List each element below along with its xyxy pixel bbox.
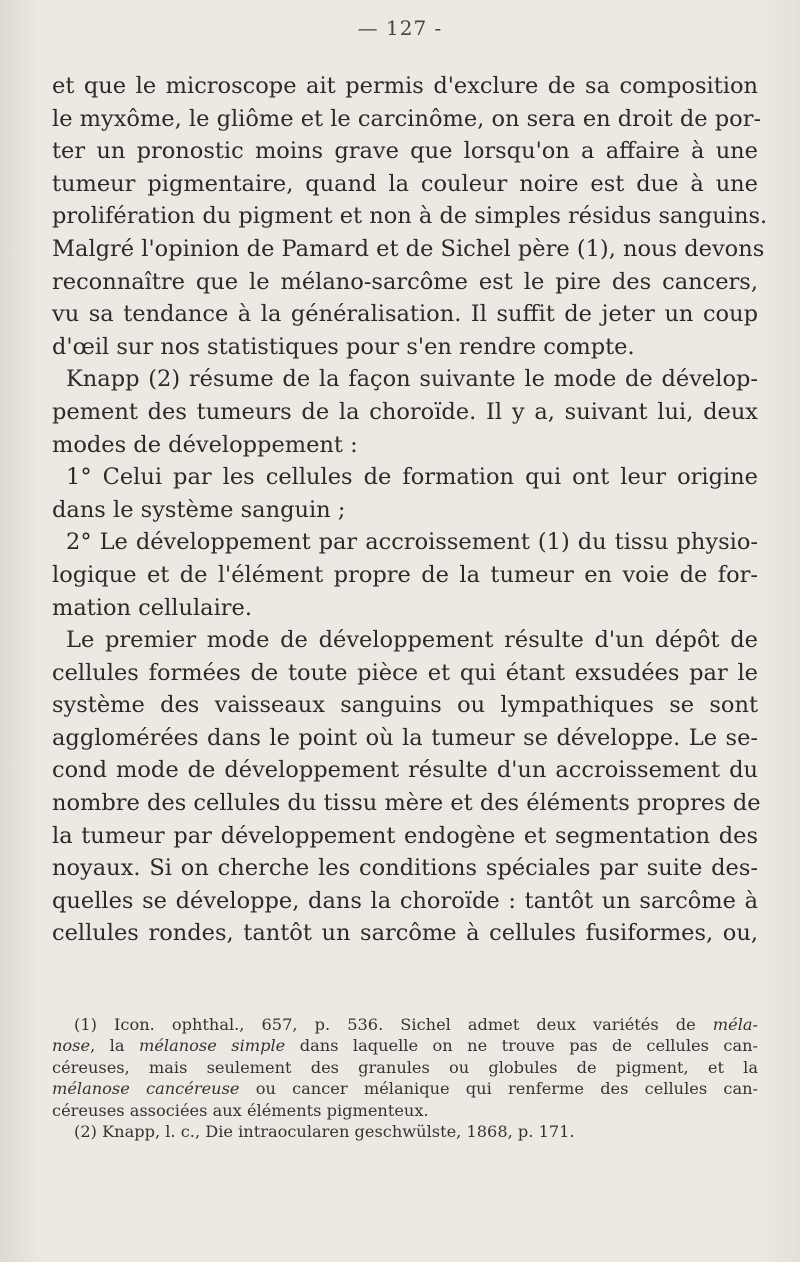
text-line: Knapp (2) résume de la façon suivante le mode de dévelop-	[66, 366, 758, 393]
text-line: quelles se développe, dans la choroïde : tantôt un sarcôme à	[52, 887, 758, 914]
footnote-text: dans laquelle on ne trouve pas de cellules can-	[285, 1036, 759, 1056]
footnote-text: ou cancer mélanique qui renferme des cellules can-	[239, 1079, 758, 1099]
footnote-line	[52, 1035, 758, 1056]
footnote-italic: méla-	[712, 1015, 758, 1034]
text-line: cellules formées de toute pièce et qui étant exsudées par le	[52, 659, 758, 686]
footnote-text: , la	[90, 1036, 139, 1056]
text-line: reconnaître que le mélano-sarcôme est le pire des cancers,	[52, 268, 758, 295]
text-line: modes de développement :	[52, 431, 358, 458]
text-line: le myxôme, le gliôme et le carcinôme, on sera en droit de por-	[52, 105, 762, 132]
footnote-italic: nose	[52, 1036, 91, 1056]
text-line: mation cellulaire.	[52, 594, 253, 621]
footnote-line: (2) Knapp, l. c., Die intraocularen geschwülste, 1868, p. 171.	[74, 1122, 575, 1142]
text-line: cellules rondes, tantôt un sarcôme à cellules fusiformes, ou,	[52, 920, 758, 947]
text-line: système des vaisseaux sanguins ou lympathiques se sont	[52, 692, 758, 719]
text-line: d'œil sur nos statistiques pour s'en rendre compte.	[52, 333, 635, 360]
text-line: la tumeur par développement endogène et segmentation des	[52, 822, 758, 849]
footnote-italic: mélanose simple	[138, 1036, 286, 1056]
footnote-line	[52, 1078, 758, 1099]
text-line: 1° Celui par les cellules de formation qui ont leur origine	[66, 464, 758, 491]
text-line: Malgré l'opinion de Pamard et de Sichel père (1), nous devons	[52, 235, 765, 262]
text-line: dans le système sanguin ;	[52, 496, 346, 523]
text-line: Le premier mode de développement résulte d'un dépôt de	[66, 627, 758, 654]
text-line: tumeur pigmentaire, quand la couleur noire est due à une	[52, 170, 758, 197]
footnote-text: (1) Icon. ophthal., 657, p. 536. Sichel admet deux variétés de	[74, 1015, 713, 1034]
footnote-italic: mélanose cancéreuse	[52, 1079, 240, 1099]
text-line: et que le microscope ait permis d'exclure de sa composition	[52, 73, 758, 99]
main-text	[52, 70, 768, 950]
footnote-line: céreuses associées aux éléments pigmenteux.	[52, 1100, 429, 1120]
text-line: noyaux. Si on cherche les conditions spéciales par suite des-	[52, 855, 758, 882]
text-line: agglomérées dans le point où la tumeur se développe. Le se-	[52, 724, 758, 751]
footnote-line	[52, 1014, 758, 1035]
text-line: ter un pronostic moins grave que lorsqu'on a affaire à une	[52, 138, 758, 165]
footnotes	[52, 1014, 758, 1142]
footnote-line: céreuses, mais seulement des granules ou globules de pigment, et la	[52, 1057, 758, 1077]
text-line: prolifération du pigment et non à de simples résidus sanguins.	[52, 203, 768, 230]
text-line: nombre des cellules du tissu mère et des éléments propres de	[52, 790, 761, 817]
text-line: pement des tumeurs de la choroïde. Il y a, suivant lui, deux	[52, 398, 758, 425]
text-line: cond mode de développement résulte d'un accroissement du	[52, 757, 758, 784]
text-line: vu sa tendance à la généralisation. Il suffit de jeter un coup	[52, 301, 758, 328]
page-number: — 127 -	[357, 16, 443, 40]
text-line: logique et de l'élément propre de la tumeur en voie de for-	[52, 561, 758, 588]
text-line: 2° Le développement par accroissement (1) du tissu physio-	[66, 529, 758, 556]
